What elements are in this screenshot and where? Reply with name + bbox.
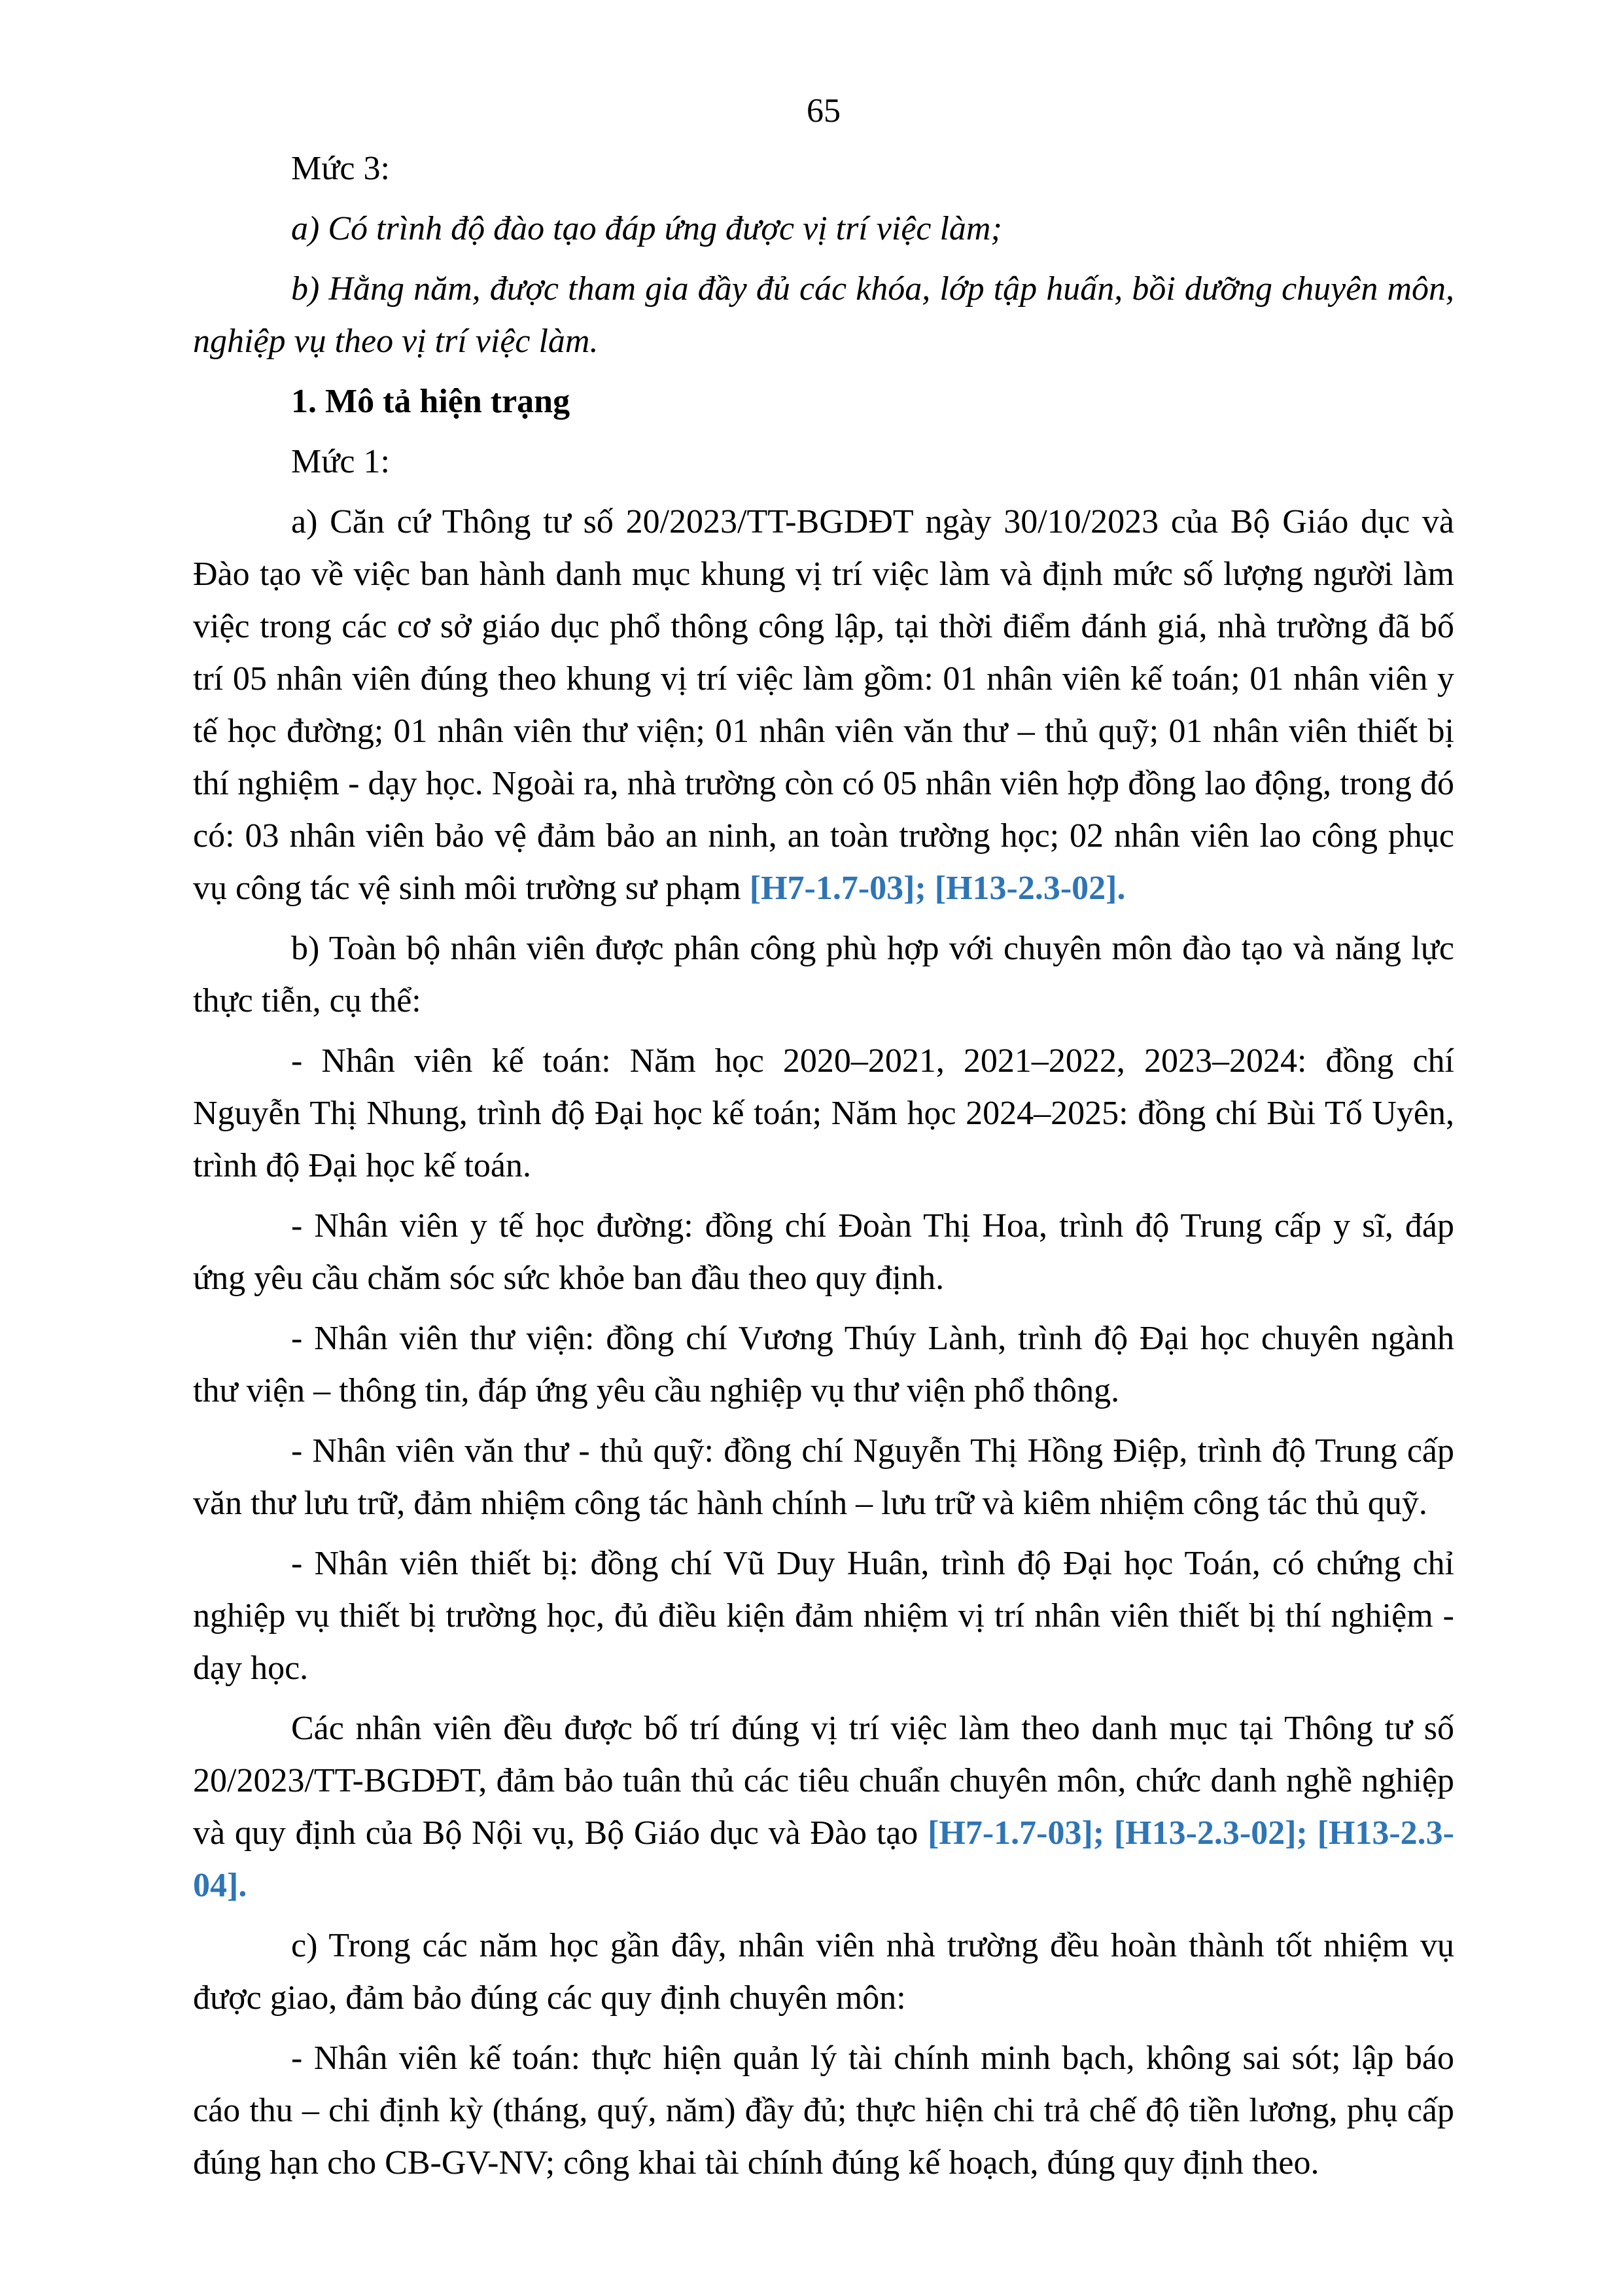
- level1-heading: Mức 1:: [291, 443, 390, 480]
- level3-criterion-b: b) Hằng năm, được tham gia đầy đủ các khóa, lớp tập huấn, bồi dưỡng chuyên môn, nghiệp vụ theo vị trí việc làm.: [193, 270, 1454, 360]
- document-page: [193, 85, 1454, 2197]
- paragraph-a-text: a) Căn cứ Thông tư số 20/2023/TT-BGDĐT ngày 30/10/2023 của Bộ Giáo dục và Đào tạo về việc ban hành danh mục khung vị trí việc làm và định mức số lượng người làm việc trong các cơ sở giáo dục phổ thông công lập, tại thời điểm đánh giá, nhà trường đã bố trí 05 nhân viên đúng theo khung vị trí việc làm gồm: 01 nhân viên kế toán; 01 nhân viên y tế học đường; 01 nhân viên thư viện; 01 nhân viên văn thư – thủ quỹ; 01 nhân viên thiết bị thí nghiệm - dạy học. Ngoài ra, nhà trường còn có 05 nhân viên hợp đồng lao động, trong đó có: 03 nhân viên bảo vệ đảm bảo an ninh, an toàn trường học; 02 nhân viên lao công phục vụ công tác vệ sinh môi trường sư phạm: [193, 503, 1454, 907]
- staff-item-accountant: - Nhân viên kế toán: Năm học 2020–2021, 2021–2022, 2023–2024: đồng chí Nguyễn Thị Nhung, trình độ Đại học kế toán; Năm học 2024–2025: đồng chí Bùi Tố Uyên, trình độ Đại học kế toán.: [193, 1042, 1454, 1184]
- evidence-reference: [H7-1.7-03]; [H13-2.3-02]; [H13-2.3-04].: [193, 1814, 1454, 1904]
- staff-item-clerk: - Nhân viên văn thư - thủ quỹ: đồng chí Nguyễn Thị Hồng Điệp, trình độ Trung cấp văn thư lưu trữ, đảm nhiệm công tác hành chính – lưu trữ và kiêm nhiệm công tác thủ quỹ.: [193, 1432, 1454, 1522]
- paragraph-summary-text: Các nhân viên đều được bố trí đúng vị trí việc làm theo danh mục tại Thông tư số 20/2023/TT-BGDĐT, đảm bảo tuân thủ các tiêu chuẩn chuyên môn, chức danh nghề nghiệp và quy định của Bộ Nội vụ, Bộ Giáo dục và Đào tạo: [193, 1710, 1454, 1852]
- paragraph-summary: [193, 1703, 1454, 1912]
- evidence-reference: [H7-1.7-03]; [H13-2.3-02].: [749, 870, 1126, 907]
- paragraph-a: [193, 496, 1454, 915]
- staff-item-health: - Nhân viên y tế học đường: đồng chí Đoàn Thị Hoa, trình độ Trung cấp y sĩ, đáp ứng yêu cầu chăm sóc sức khỏe ban đầu theo quy định.: [193, 1207, 1454, 1297]
- staff-item-library: - Nhân viên thư viện: đồng chí Vương Thúy Lành, trình độ Đại học chuyên ngành thư viện – thông tin, đáp ứng yêu cầu nghiệp vụ thư viện phổ thông.: [193, 1320, 1454, 1409]
- paragraph-c-accountant: - Nhân viên kế toán: thực hiện quản lý tài chính minh bạch, không sai sót; lập báo cáo thu – chi định kỳ (tháng, quý, năm) đầy đủ; thực hiện chi trả chế độ tiền lương, phụ cấp đúng hạn cho CB-GV-NV; công khai tài chính đúng kế hoạch, đúng quy định theo.: [193, 2040, 1454, 2181]
- level3-heading: Mức 3:: [291, 150, 390, 187]
- paragraph-b-intro: b) Toàn bộ nhân viên được phân công phù hợp với chuyên môn đào tạo và năng lực thực tiễn, cụ thể:: [193, 930, 1454, 1019]
- section-title: 1. Mô tả hiện trạng: [291, 383, 570, 420]
- paragraph-c-intro: c) Trong các năm học gần đây, nhân viên nhà trường đều hoàn thành tốt nhiệm vụ được giao, đảm bảo đúng các quy định chuyên môn:: [193, 1927, 1454, 2017]
- level3-criterion-a: a) Có trình độ đào tạo đáp ứng được vị trí việc làm;: [291, 210, 1002, 247]
- page-number: 65: [807, 92, 841, 130]
- staff-item-equipment: - Nhân viên thiết bị: đồng chí Vũ Duy Huân, trình độ Đại học Toán, có chứng chỉ nghiệp vụ thiết bị trường học, đủ điều kiện đảm nhiệm vị trí nhân viên thiết bị thí nghiệm - dạy học.: [193, 1545, 1454, 1687]
